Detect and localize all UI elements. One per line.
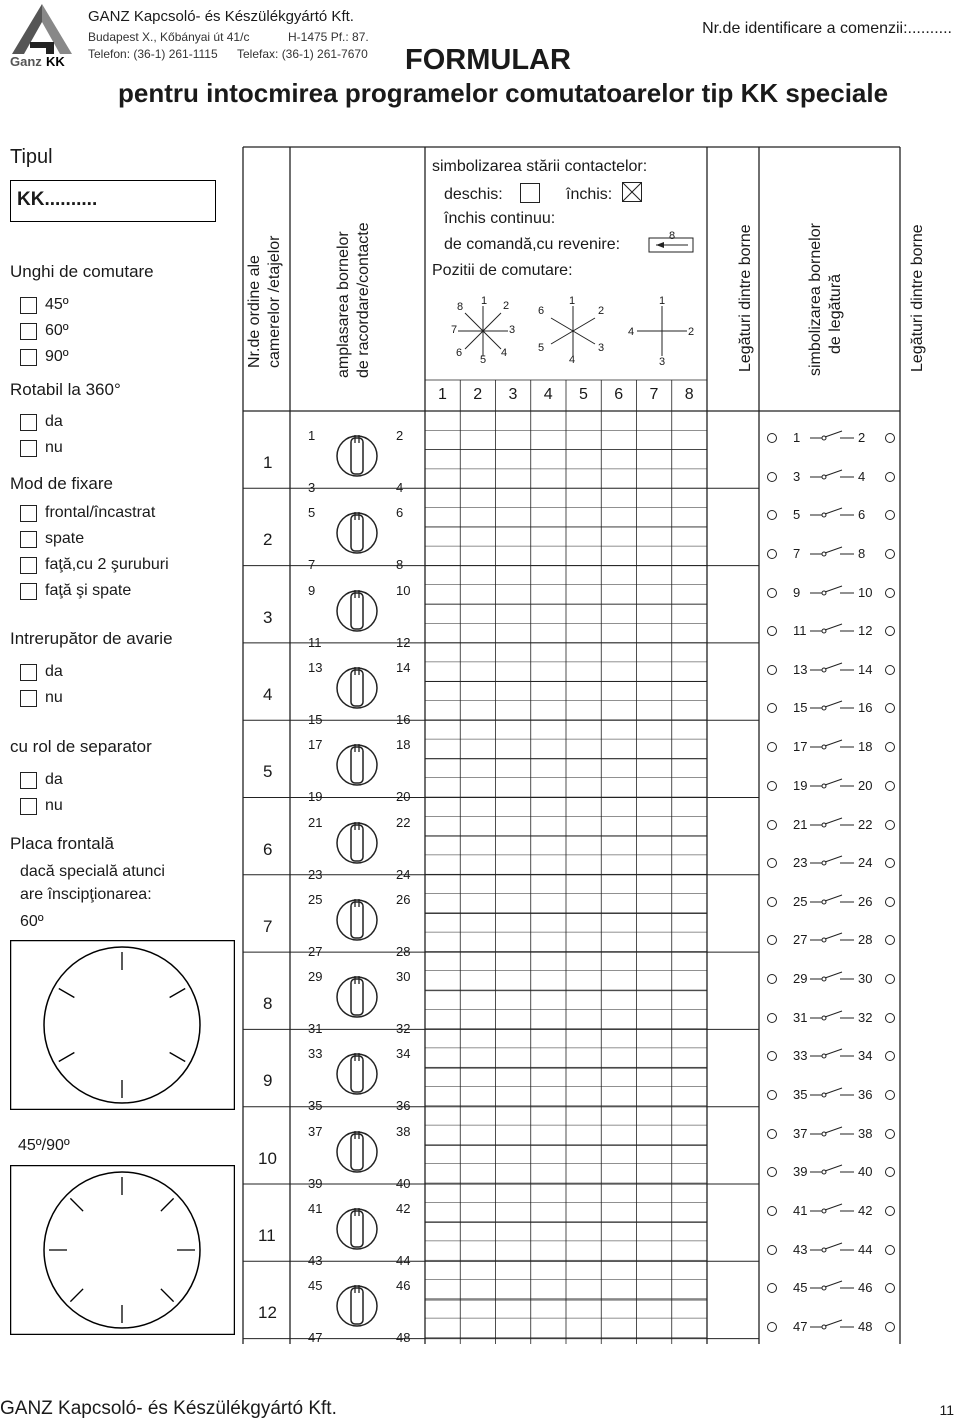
star6-label-2: 2 [598, 305, 605, 317]
terminal-number: 43 [308, 1253, 323, 1268]
terminal-link-symbol[interactable] [762, 428, 902, 448]
return-label: de comandă,cu revenire: [444, 236, 621, 253]
terminal-number: 19 [308, 789, 323, 805]
link-terminal-number: 16 [858, 700, 873, 716]
company-address: Budapest X., Kőbányai út 41/c [88, 30, 250, 44]
star8-label-8: 8 [457, 301, 464, 313]
terminal-link-symbol[interactable] [762, 467, 902, 487]
rotary-cam-icon [334, 1283, 380, 1329]
link-terminal-number: 3 [793, 468, 801, 484]
option-label: faţă,cu 2 şuruburi [45, 556, 169, 573]
terminal-link-symbol[interactable] [762, 1085, 902, 1105]
link-terminal-number: 20 [858, 777, 873, 793]
terminal-number: 28 [396, 943, 411, 959]
link-terminal-number: 39 [793, 1164, 808, 1180]
star8-label-2: 2 [503, 300, 510, 312]
terminal-number: 8 [396, 557, 404, 573]
link-terminal-number: 12 [858, 623, 873, 639]
position-column-1: 1 [438, 386, 447, 403]
terminal-link-symbol[interactable] [762, 930, 902, 950]
company-name: GANZ Kapcsoló- és Készülékgyártó Kft. [88, 8, 354, 25]
star4-label-1: 1 [659, 295, 666, 307]
company-po-box: H-1475 Pf.: 87. [288, 30, 369, 44]
link-terminal-number: 17 [793, 739, 808, 755]
star6-label-4: 4 [569, 354, 576, 366]
stage-number: 6 [263, 839, 273, 859]
terminal-link-symbol[interactable] [762, 776, 902, 796]
terminal-number: 18 [396, 737, 411, 753]
position-column-5: 5 [579, 386, 588, 403]
terminal-number: 40 [396, 1175, 411, 1191]
terminal-number: 3 [308, 480, 316, 495]
link-terminal-number: 30 [858, 971, 873, 987]
star6-label-6: 6 [538, 305, 545, 317]
link-terminals-header [806, 223, 846, 376]
link-terminal-number: 28 [858, 932, 873, 948]
terminal-number: 34 [396, 1046, 411, 1062]
terminal-number: 5 [308, 505, 316, 521]
option-label: da [45, 413, 63, 430]
link-terminal-number: 37 [793, 1125, 808, 1141]
option-label: faţă şi spate [45, 582, 132, 599]
star8-label-3: 3 [509, 324, 516, 336]
emergency-title: Intrerupător de avarie [10, 629, 173, 648]
link-terminal-number: 26 [858, 893, 873, 909]
stage-number: 12 [258, 1303, 277, 1323]
terminal-number: 16 [396, 711, 411, 727]
terminal-link-symbol[interactable] [762, 1201, 902, 1221]
terminal-number: 35 [308, 1098, 323, 1114]
page-number: 11 [939, 1402, 954, 1418]
link-terminal-number: 4 [858, 468, 866, 484]
link-terminal-number: 27 [793, 932, 808, 948]
terminal-number: 10 [396, 582, 411, 598]
link-terminal-number: 7 [793, 545, 801, 561]
link-terminal-number: 21 [793, 816, 808, 832]
link-terminal-number: 5 [793, 507, 801, 523]
terminal-link-symbol[interactable] [762, 621, 902, 641]
stage-number: 3 [263, 607, 273, 627]
rotary-cam-icon [334, 974, 380, 1020]
terminal-number: 4 [396, 480, 404, 495]
positions-label: Pozitii de comutare: [432, 262, 573, 279]
terminal-link-symbol[interactable] [762, 505, 902, 525]
stage-number: 2 [263, 530, 273, 550]
form-title: FORMULAR [405, 44, 571, 76]
link-terminal-number: 29 [793, 971, 808, 987]
terminal-link-symbol[interactable] [762, 698, 902, 718]
open-label: deschis: [444, 186, 503, 203]
link-terminal-number: 19 [793, 777, 808, 793]
stage-number: 8 [263, 994, 273, 1014]
terminal-link-symbol[interactable] [762, 969, 902, 989]
terminal-number: 27 [308, 943, 323, 959]
front-plate-title: Placa frontală [10, 834, 114, 853]
terminal-number: 23 [308, 866, 323, 882]
mounting-title: Mod de fixare [10, 474, 113, 493]
link-terminal-number: 42 [858, 1203, 873, 1218]
open-symbol [520, 183, 540, 203]
terminal-number: 47 [308, 1330, 323, 1346]
link-terminal-number: 2 [858, 430, 866, 445]
link-terminal-number: 31 [793, 1009, 808, 1025]
link-terminals-header-line2: de legătură [827, 273, 844, 354]
terminal-number: 48 [396, 1330, 411, 1346]
star8-label-4: 4 [501, 347, 508, 359]
stage-number: 9 [263, 1071, 273, 1091]
terminal-number: 33 [308, 1046, 323, 1062]
rotary-cam-icon [334, 510, 380, 556]
link-terminal-number: 45 [793, 1280, 808, 1296]
separator-title: cu rol de separator [10, 737, 152, 756]
link-terminal-number: 41 [793, 1203, 808, 1218]
company-fax: Telefax: (36-1) 261-7670 [237, 47, 368, 61]
terminal-number: 24 [396, 866, 411, 882]
terminal-number: 21 [308, 814, 323, 830]
terminal-link-symbol[interactable] [762, 544, 902, 564]
position-column-2: 2 [473, 386, 483, 403]
footer-company: GANZ Kapcsoló- és Készülékgyártó Kft. [0, 1398, 337, 1419]
option-label: spate [45, 530, 85, 547]
rotary-cam-icon [334, 588, 380, 634]
plate-60-label: 60º [20, 913, 44, 930]
star8-label-5: 5 [480, 354, 487, 366]
closed-label: închis: [566, 186, 613, 203]
link-terminal-number: 11 [793, 623, 807, 639]
terminal-layout-header [334, 222, 374, 378]
terminal-link-symbol[interactable] [762, 1046, 902, 1066]
star4-label-4: 4 [628, 326, 635, 338]
plate-note-line1: dacă specială atunci [20, 863, 165, 880]
continuous-label: închis continuu: [444, 210, 556, 227]
star8-label-1: 1 [481, 295, 488, 307]
terminal-link-symbol[interactable] [762, 1162, 902, 1182]
star4-label-3: 3 [659, 356, 666, 368]
plate-note-line2: are înscipţionarea: [20, 886, 152, 903]
stage-number: 11 [258, 1226, 276, 1245]
terminal-link-symbol[interactable] [762, 1124, 902, 1144]
position-column-4: 4 [543, 386, 553, 403]
terminal-link-symbol[interactable] [762, 1317, 902, 1337]
terminal-link-symbol[interactable] [762, 853, 902, 873]
option-label: 90º [45, 348, 69, 365]
terminal-number: 31 [308, 1021, 323, 1037]
link-terminal-number: 1 [793, 430, 801, 445]
terminal-link-symbol[interactable] [762, 660, 902, 680]
option-label: nu [45, 797, 63, 814]
stage-number-header-line1: Nr.de ordine ale [246, 255, 263, 368]
stage-number-header [245, 236, 285, 369]
rotary-cam-icon [334, 665, 380, 711]
terminal-number: 15 [308, 711, 323, 727]
form-subtitle: pentru intocmirea programelor comutatoarelor tip KK speciale [118, 78, 889, 108]
company-phone: Telefon: (36-1) 261-1115 [88, 47, 218, 61]
terminal-number: 46 [396, 1278, 411, 1294]
link-terminal-number: 44 [858, 1241, 873, 1257]
link-terminal-number: 25 [793, 893, 808, 909]
terminal-number: 11 [308, 634, 322, 650]
option-label: da [45, 663, 63, 680]
terminal-link-symbol[interactable] [762, 1278, 902, 1298]
link-terminal-number: 48 [858, 1318, 873, 1334]
link-terminals-header-line1: simbolizarea bornelor [807, 223, 824, 376]
terminal-link-symbol[interactable] [762, 892, 902, 912]
link-terminal-number: 23 [793, 855, 808, 870]
link-terminal-number: 22 [858, 816, 873, 832]
svg-text:Ganz: Ganz [10, 54, 42, 68]
terminal-number: 45 [308, 1278, 323, 1294]
terminal-number: 25 [308, 891, 323, 907]
option-label: da [45, 771, 63, 788]
rotary-cam-icon [334, 1051, 380, 1097]
terminal-number: 37 [308, 1123, 323, 1139]
terminal-number: 38 [396, 1123, 411, 1139]
terminal-number: 32 [396, 1021, 411, 1037]
connections-header-2: Legături dintre borne [909, 224, 926, 372]
link-terminal-number: 14 [858, 661, 873, 677]
terminal-number: 17 [308, 737, 323, 753]
link-terminal-number: 46 [858, 1280, 873, 1296]
terminal-number: 13 [308, 659, 323, 675]
position-column-3: 3 [508, 386, 518, 403]
connections-header: Legături dintre borne [737, 224, 754, 372]
plate-45-90-label: 45º/90º [18, 1137, 70, 1154]
terminal-number: 9 [308, 582, 316, 598]
rotary-cam-icon [334, 1206, 380, 1252]
link-terminal-number: 36 [858, 1086, 873, 1102]
kk-type-value: KK.......... [17, 189, 98, 210]
terminal-number: 7 [308, 557, 316, 573]
star8-label-6: 6 [456, 347, 463, 359]
position-column-8: 8 [684, 386, 694, 403]
link-terminal-number: 18 [858, 739, 873, 755]
type-label: Tipul [10, 146, 53, 168]
link-terminal-number: 13 [793, 661, 808, 677]
link-terminal-number: 8 [858, 545, 866, 561]
link-terminal-number: 35 [793, 1086, 808, 1102]
terminal-number: 39 [308, 1175, 323, 1191]
link-terminal-number: 15 [793, 700, 808, 716]
option-label: nu [45, 439, 63, 456]
terminal-number: 36 [396, 1098, 411, 1114]
terminal-link-symbol[interactable] [762, 815, 902, 835]
link-terminal-number: 43 [793, 1241, 808, 1257]
position-column-6: 6 [614, 386, 624, 403]
rotary-cam-icon [334, 433, 380, 479]
position-column-7: 7 [649, 386, 659, 403]
star8-label-7: 7 [451, 324, 458, 336]
return-number: 8 [669, 230, 676, 242]
link-terminal-number: 24 [858, 855, 873, 870]
option-label: frontal/încastrat [45, 504, 156, 521]
terminal-link-symbol[interactable] [762, 583, 902, 603]
star4-label-2: 2 [688, 326, 695, 338]
star6-label-3: 3 [598, 342, 605, 354]
terminal-layout-header-line2: de racordare/contacte [355, 222, 372, 378]
terminal-number: 14 [396, 659, 411, 675]
terminal-link-symbol[interactable] [762, 1240, 902, 1260]
link-terminal-number: 33 [793, 1048, 808, 1064]
stage-number-header-line2: camerelor /etajelor [266, 235, 283, 368]
option-label: 45º [45, 296, 69, 313]
terminal-number: 6 [396, 505, 404, 521]
link-terminal-number: 10 [858, 584, 873, 600]
closed-symbol [622, 182, 642, 202]
terminal-number: 20 [396, 789, 411, 805]
link-terminal-number: 34 [858, 1048, 873, 1064]
rotary-cam-icon [334, 820, 380, 866]
terminal-number: 2 [396, 428, 404, 443]
stage-number: 5 [263, 762, 273, 782]
terminal-layout-header-line1: amplasarea bornelor [335, 231, 352, 378]
svg-text:KK: KK [46, 54, 65, 68]
terminal-number: 30 [396, 969, 411, 985]
terminal-link-symbol[interactable] [762, 1008, 902, 1028]
terminal-number: 42 [396, 1201, 411, 1216]
link-terminal-number: 40 [858, 1164, 873, 1180]
star6-label-1: 1 [569, 295, 576, 307]
star6-label-5: 5 [538, 342, 545, 354]
terminal-number: 41 [308, 1201, 323, 1216]
rotabil-title: Rotabil la 360° [10, 380, 121, 399]
option-label: nu [45, 689, 63, 706]
stage-number: 7 [263, 916, 273, 936]
stage-number: 1 [263, 453, 273, 472]
rotary-cam-icon [334, 897, 380, 943]
option-label: 60º [45, 322, 69, 339]
terminal-number: 44 [396, 1253, 411, 1268]
rotary-cam-icon [334, 742, 380, 788]
rotary-cam-icon [334, 1129, 380, 1175]
terminal-link-symbol[interactable] [762, 737, 902, 757]
link-terminal-number: 6 [858, 507, 866, 523]
link-terminal-number: 32 [858, 1009, 873, 1025]
terminal-number: 12 [396, 634, 411, 650]
stage-number: 10 [258, 1148, 277, 1168]
terminal-number: 1 [308, 428, 316, 443]
link-terminal-number: 9 [793, 584, 801, 600]
link-terminal-number: 47 [793, 1318, 808, 1334]
order-id-field[interactable]: Nr.de identificare a comenzii:.......... [702, 20, 952, 37]
terminal-number: 22 [396, 814, 411, 830]
link-terminal-number: 38 [858, 1125, 873, 1141]
stage-number: 4 [263, 684, 273, 704]
legend-title: simbolizarea stării contactelor: [432, 158, 648, 175]
switch-angle-title: Unghi de comutare [10, 262, 154, 281]
terminal-number: 26 [396, 891, 411, 907]
terminal-number: 29 [308, 969, 323, 985]
